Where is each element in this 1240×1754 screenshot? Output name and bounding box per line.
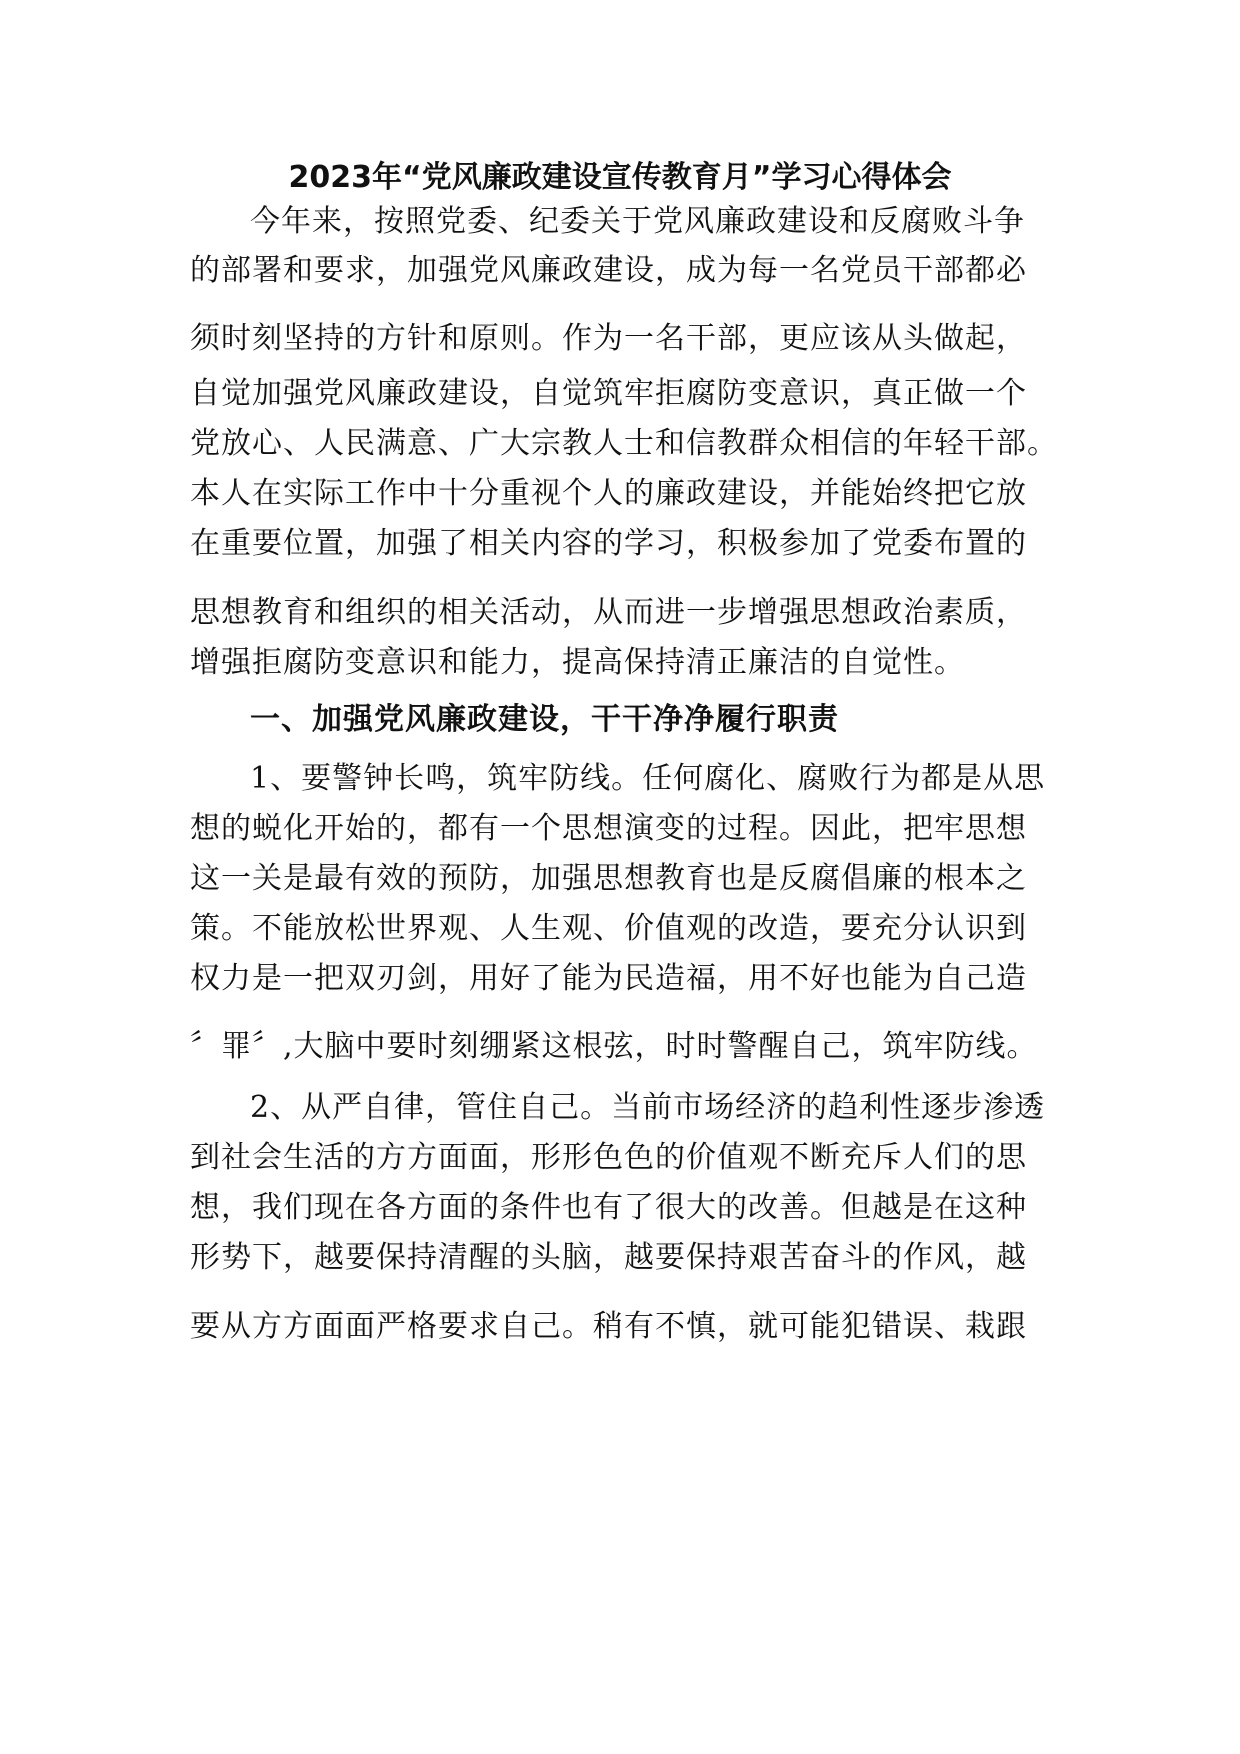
item1-line-5: 权力是一把双刃剑，用好了能为民造福，用不好也能为自己造: [190, 961, 1027, 996]
intro-line-6: 本人在实际工作中十分重视个人的廉政建设，并能始终把它放: [190, 476, 1027, 511]
intro-line-2: 的部署和要求，加强党风廉政建设，成为每一名党员干部都必: [190, 253, 1027, 288]
intro-line-5: 党放心、人民满意、广大宗教人士和信教群众相信的年轻干部。: [190, 426, 1058, 461]
item1-line-1: 1、要警钟长鸣，筑牢防线。任何腐化、腐败行为都是从思: [250, 761, 1046, 796]
intro-line-4: 自觉加强党风廉政建设，自觉筑牢拒腐防变意识，真正做一个: [190, 376, 1027, 411]
item2-line-4: 形势下，越要保持清醒的头脑，越要保持艰苦奋斗的作风，越: [190, 1240, 1027, 1275]
section-heading-1: 一、加强党风廉政建设，干干净净履行职责: [250, 702, 839, 737]
item2-line-3: 想，我们现在各方面的条件也有了很大的改善。但越是在这种: [190, 1190, 1027, 1225]
document-title: 2023年“党风廉政建设宣传教育月”学习心得体会: [288, 160, 952, 195]
intro-line-7: 在重要位置，加强了相关内容的学习，积极参加了党委布置的: [190, 526, 1027, 561]
item1-line-2: 想的蜕化开始的，都有一个思想演变的过程。因此，把牢思想: [190, 811, 1027, 846]
item2-line-2: 到社会生活的方方面面，形形色色的价值观不断充斥人们的思: [190, 1140, 1027, 1175]
intro-line-8: 思想教育和组织的相关活动，从而进一步增强思想政治素质，: [190, 595, 1027, 630]
item1-line-4: 策。不能放松世界观、人生观、价值观的改造，要充分认识到: [190, 911, 1027, 946]
item2-line-5: 要从方方面面严格要求自己。稍有不慎，就可能犯错误、栽跟: [190, 1309, 1027, 1344]
item1-line-3: 这一关是最有效的预防，加强思想教育也是反腐倡廉的根本之: [190, 861, 1027, 896]
item2-line-1: 2、从严自律，管住自己。当前市场经济的趋利性逐步渗透: [250, 1090, 1046, 1125]
item1-line-6: 〞罪〞,大脑中要时刻绷紧这根弦，时时警醒自己，筑牢防线。: [190, 1029, 1038, 1064]
intro-line-1: 今年来，按照党委、纪委关于党风廉政建设和反腐败斗争: [250, 204, 1025, 239]
intro-line-3: 须时刻坚持的方针和原则。作为一名干部，更应该从头做起，: [190, 321, 1027, 356]
intro-line-9: 增强拒腐防变意识和能力，提高保持清正廉洁的自觉性。: [190, 645, 965, 680]
